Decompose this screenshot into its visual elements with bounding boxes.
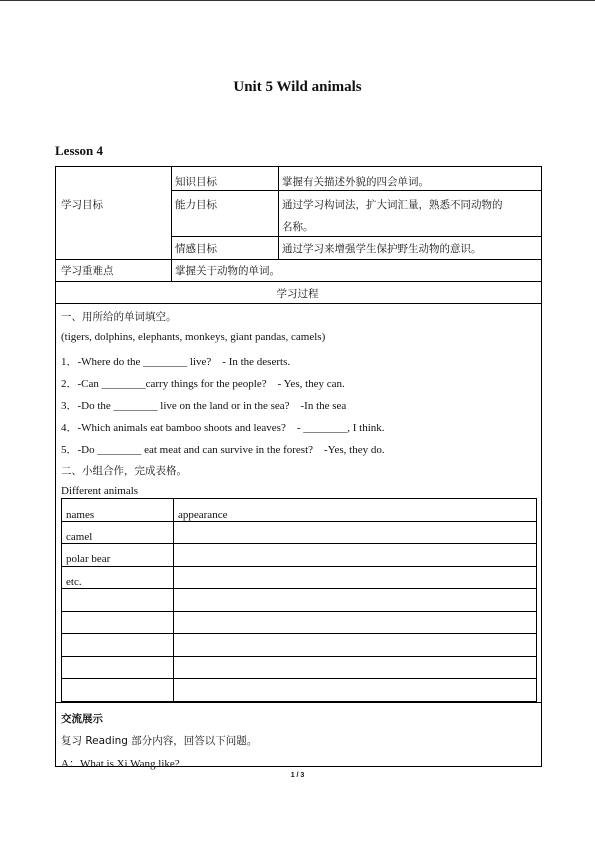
- objectives-label: 学习目标: [61, 199, 103, 211]
- key-points-content: 掌握关于动物的单词。: [175, 265, 280, 277]
- objective-type-ability: 能力目标: [175, 199, 217, 211]
- row-divider: [171, 236, 542, 237]
- question-3: 3．-Do the ________ live on the land or in the sea? -In the sea: [61, 400, 347, 412]
- column-divider: [278, 167, 279, 259]
- row-divider: [62, 656, 536, 657]
- key-points-label: 学习重难点: [61, 265, 114, 277]
- row-divider: [56, 303, 542, 304]
- column-divider: [171, 167, 172, 281]
- objective-type-knowledge: 知识目标: [175, 176, 217, 188]
- header-appearance: appearance: [178, 509, 228, 521]
- row-divider: [171, 190, 542, 191]
- page-title: Unit 5 Wild animals: [233, 79, 362, 95]
- objective-content-emotion: 通过学习来增强学生保护野生动物的意识。: [282, 243, 482, 255]
- lesson-heading: Lesson 4: [55, 143, 104, 158]
- question-2: 2．-Can ________carry things for the people? - Yes, they can.: [61, 378, 345, 390]
- table-caption: Different animals: [61, 485, 139, 497]
- row-divider: [62, 543, 536, 544]
- row-divider: [56, 702, 542, 703]
- page-number: 1 / 3: [290, 772, 305, 779]
- exchange-heading: 交流展示: [61, 713, 103, 725]
- row-divider: [62, 611, 536, 612]
- animal-name-cell: camel: [66, 531, 93, 543]
- header-names: names: [66, 509, 95, 521]
- row-divider: [56, 259, 542, 260]
- objective-content-knowledge: 掌握有关描述外貌的四会单词。: [282, 176, 429, 188]
- animals-table: [61, 498, 537, 702]
- exchange-question-a: A：What is Xi Wang like?: [61, 758, 180, 770]
- part2-heading: 二、小组合作，完成表格。: [61, 465, 187, 477]
- objective-content-ability-line1: 通过学习构词法，扩大词汇量，熟悉不同动物的: [282, 199, 503, 211]
- row-divider: [62, 566, 536, 567]
- question-1: 1．-Where do the ________ live? - In the deserts.: [61, 356, 291, 368]
- question-5: 5．-Do ________ eat meat and can survive in the forest? -Yes, they do.: [61, 444, 385, 456]
- row-divider: [56, 281, 542, 282]
- part1-heading: 一、用所给的单词填空。: [61, 311, 177, 323]
- column-divider: [173, 499, 174, 701]
- question-4: 4．-Which animals eat bamboo shoots and leaves? - ________, I think.: [61, 422, 385, 434]
- objective-type-emotion: 情感目标: [175, 243, 217, 255]
- animal-name-cell: etc.: [66, 576, 82, 588]
- exchange-instruction: 复习 Reading 部分内容，回答以下问题。: [61, 735, 258, 747]
- word-bank: (tigers, dolphins, elephants, monkeys, giant pandas, camels): [61, 331, 326, 343]
- row-divider: [62, 678, 536, 679]
- row-divider: [62, 588, 536, 589]
- process-header: 学习过程: [276, 288, 319, 300]
- animal-name-cell: polar bear: [66, 553, 111, 565]
- objective-content-ability-line2: 名称。: [282, 221, 314, 233]
- row-divider: [62, 521, 536, 522]
- row-divider: [62, 633, 536, 634]
- page-top-rule: [0, 0, 595, 1]
